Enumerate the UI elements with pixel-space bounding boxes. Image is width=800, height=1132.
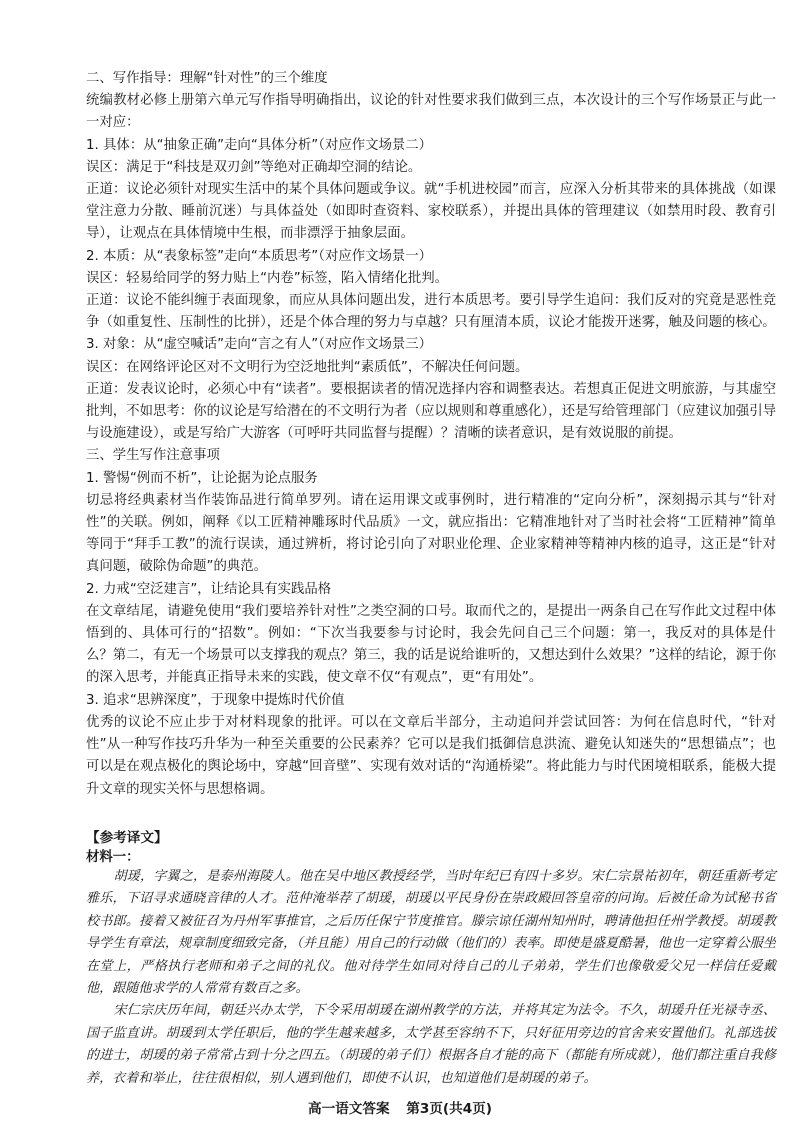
footer-page-number: 第3页(共4页) xyxy=(406,1101,492,1117)
note-2-body: 在文章结尾，请避免使用“我们要培养针对性”之类空洞的口号。取而代之的，是提出一两条自己在写作此文过程中体悟到的、具体可行的“招数”。例如：“下次当我要参与讨论时，我会先问自己三个问题：第一，我反对的具体是什么？第二，有无一个场景可以支撑我的观点？第三，我的话是说给谁听的，又想达到什么效果？”这样的结论，源于你的深入思考，并能真正指导未来的实践，使文章不仅“有观点”，更“有用处”。 xyxy=(86,603,776,686)
note-3-heading: 3. 追求“思辨深度”，于现象中提炼时代价值 xyxy=(86,692,345,708)
dimension-2-heading: 2. 本质：从“表象标签”走向“本质思考”（对应作文场景一） xyxy=(86,248,433,264)
note-1-heading: 1. 警惕“例而不析”，让论据为论点服务 xyxy=(86,470,318,486)
dimension-3-mistake: 误区：在网络评论区对不文明行为空泛地批判“素质低”，不解决任何问题。 xyxy=(86,359,529,375)
dimension-1-correct: 正道：议论必须针对现实生活中的某个具体问题或争议。就“手机进校园”而言，应深入分析其带来的具体挑战（如课堂注意力分散、睡前沉迷）与具体益处（如即时查资料、家校联系），并提出具体的管理建议（如禁用时段、教育引导），让观点在具体情境中生根，而非漂浮于抽象层面。 xyxy=(86,182,776,242)
translation-paragraph: 宋仁宗庆历年间，朝廷兴办太学，下令采用胡瑗在湖州教学的方法，并将其定为法令。不久，胡瑗升任光禄寺丞、国子监直讲。胡瑗到太学任职后，他的学生越来越多，太学甚至容纳不下，只好征用旁边的官舍来安置他们。礼部选拔的进士，胡瑗的弟子常常占到十分之四五。（胡瑗的弟子们）根据各自才能的高下（都能有所成就），他们都注重自我修养，衣着和举止，往往很相似，别人遇到他们，即使不认识，也知道他们是胡瑗的弟子。 xyxy=(86,1003,776,1086)
note-2-heading: 2. 力戒“空泛建言”，让结论具有实践品格 xyxy=(86,581,332,597)
dimension-3-correct: 正道：发表议论时，必须心中有“读者”。要根据读者的情况选择内容和调整表达。若想真正促进文明旅游，与其虚空批判，不如思考：你的议论是写给潜在的不文明行为者（应以规则和尊重感化），还是写给管理部门（应建议加强引导与设施建设），或是写给广大游客（可呼吁共同监督与提醒）？清晰的读者意识，是有效说服的前提。 xyxy=(86,381,776,442)
section-2-intro: 统编教材必修上册第六单元写作指导明确指出，议论的针对性要求我们做到三点，本次设计的三个写作场景正与此一一对应： xyxy=(86,93,776,131)
dimension-1-mistake: 误区：满足于“科技是双刃剑”等绝对正确却空洞的结论。 xyxy=(86,159,422,175)
translation-paragraph: 胡瑗，字翼之，是泰州海陵人。他在吴中地区教授经学，当时年纪已有四十多岁。宋仁宗景祐初年，朝廷重新考定雅乐，下诏寻求通晓音律的人才。范仲淹举荐了胡瑗，胡瑗以平民身份在崇政殿回答皇帝的问询。后被任命为试秘书省校书郎。接着又被征召为丹州军事推官，之后历任保宁节度推官。滕宗谅任湖州知州时，聘请他担任州学教授。胡瑗教导学生有章法，规章制度细致完备，（并且能）用自己的行动做（他们的）表率。即使是盛夏酷暑，他也一定穿着公服坐在堂上，严格执行老师和弟子之间的礼仪。他对待学生如同对待自己的儿子弟弟，学生们也像敬爱父兄一样信任爱戴他，跟随他求学的人常常有数百之多。 xyxy=(86,869,776,997)
dimension-1-heading: 1. 具体：从“抽象正确”走向“具体分析”（对应作文场景二） xyxy=(86,137,433,153)
reference-translation-text xyxy=(86,866,776,1090)
reference-translation-title: 【参考译文】 xyxy=(86,830,168,846)
dimension-3-heading: 3. 对象：从“虚空喊话”走向“言之有人”（对应作文场景三） xyxy=(86,337,433,353)
page-footer xyxy=(0,1097,800,1117)
note-3-body: 优秀的议论不应止步于对材料现象的批评。可以在文章后半部分，主动追问并尝试回答：为何在信息时代，“针对性”从一种写作技巧升华为一种至关重要的公民素养？它可以是我们抵御信息洪流、避免认知迷失的“思想锚点”；也可以是在观点极化的舆论场中，穿越“回音壁”、实现有效对话的“沟通桥梁”。将此能力与时代困境相联系，能极大提升文章的现实关怀与思想格调。 xyxy=(86,714,776,797)
answer-page-body xyxy=(86,68,776,801)
section-2-title: 二、写作指导：理解“针对性”的三个维度 xyxy=(86,71,328,86)
footer-subject: 高一语文答案 xyxy=(307,1101,390,1117)
material-one-label: 材料一： xyxy=(86,850,140,865)
dimension-2-mistake: 误区：轻易给同学的努力贴上“内卷”标签，陷入情绪化批判。 xyxy=(86,270,449,286)
note-1-body: 切忌将经典素材当作装饰品进行简单罗列。请在运用课文或事例时，进行精准的“定向分析”，深刻揭示其与“针对性”的关联。例如，阐释《以工匠精神雕琢时代品质》一文，就应指出：它精准地针对了当时社会将“工匠精神”简单等同于“拜手工教”的流行误读，通过辨析，将讨论引向了对职业伦理、企业家精神等精神内核的追寻，这正是“针对真问题，破除伪命题”的典范。 xyxy=(86,492,776,575)
section-3-title: 三、学生写作注意事项 xyxy=(86,448,220,464)
dimension-2-correct: 正道：议论不能纠缠于表面现象，而应从具体问题出发，进行本质思考。要引导学生追问：我们反对的究竟是恶性竞争（如重复性、压制性的比拼），还是个体合理的努力与卓越？只有厘清本质，议论才能拨开迷雾，触及问题的核心。 xyxy=(86,293,776,331)
